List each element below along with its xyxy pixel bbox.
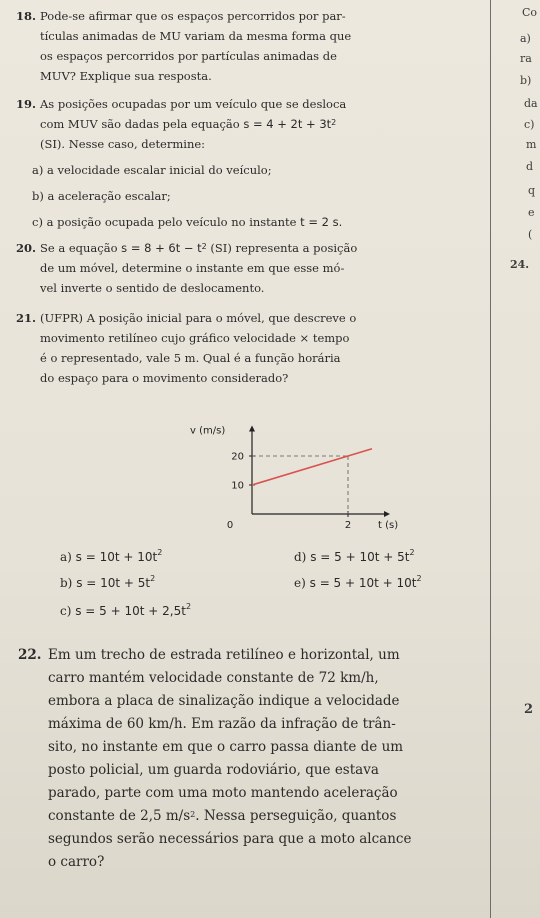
y-axis-label: v (m/s) — [190, 425, 226, 437]
unit-exponent: 2 — [190, 810, 196, 819]
option-exponent: 2 — [185, 602, 192, 611]
option-equation: s = 5 + 10t + 5t — [310, 550, 410, 564]
text-line — [48, 805, 396, 828]
velocity-line — [252, 449, 372, 485]
text-line: MUV? Explique sua resposta. — [40, 69, 212, 83]
option-a — [60, 550, 162, 564]
fragment: b) — [520, 74, 532, 87]
text-line: carro mantém velocidade constante de 72 km/h, — [48, 670, 379, 686]
fragment: d — [526, 160, 534, 173]
text-fragment: constante de 2,5 m/s — [48, 808, 191, 824]
option-equation: s = 10t + 10t — [75, 550, 158, 564]
question-number: 18. — [16, 9, 37, 23]
text-line: o carro? — [48, 854, 105, 870]
text-line: (SI). Nesse caso, determine: — [40, 137, 206, 151]
option-exponent: 2 — [416, 574, 422, 583]
question-number: 19. — [16, 97, 37, 111]
text-line: é o representado, vale 5 m. Qual é a função horária — [40, 351, 341, 365]
text-fragment: (SI) representa a posição — [206, 241, 358, 255]
question-number: 20. — [16, 241, 37, 255]
fragment: ( — [528, 228, 533, 241]
text-line: de um móvel, determine o instante em que esse mó- — [40, 261, 345, 275]
fragment: a) — [520, 32, 531, 45]
option-label: c) — [60, 604, 72, 618]
text-line: vel inverte o sentido de deslocamento. — [40, 281, 265, 295]
question-number: 22. — [18, 647, 42, 663]
text-line: sito, no instante em que o carro passa diante de um — [48, 739, 404, 755]
x-tick-label: 0 — [226, 520, 234, 531]
fragment: Co — [522, 6, 538, 19]
item-c-text: c) a posição ocupada pelo veículo no instante — [32, 215, 301, 229]
text-line: Em um trecho de estrada retilíneo e horizontal, um — [48, 647, 400, 663]
x-axis-arrow — [384, 511, 390, 517]
adjacent-column-fragments — [496, 0, 540, 918]
option-d — [294, 550, 415, 564]
equation-base: s = 8 + 6t − t — [121, 241, 202, 255]
x-axis-label: t (s) — [378, 520, 399, 531]
text-line: parado, parte com uma moto mantendo aceleração — [48, 785, 398, 801]
text-line: segundos serão necessários para que a moto alcance — [48, 831, 412, 847]
y-axis-arrow — [249, 426, 255, 432]
fragment: e — [528, 206, 535, 219]
option-equation: s = 5 + 10t + 2,5t — [75, 604, 186, 618]
fragment: q — [528, 184, 536, 197]
column-divider — [490, 0, 491, 918]
option-label: b) — [60, 576, 73, 590]
velocity-time-chart — [170, 394, 399, 536]
equation — [243, 117, 336, 131]
y-tick-label: 20 — [231, 451, 244, 463]
x-tick-label: 2 — [344, 520, 352, 531]
text-line: (UFPR) A posição inicial para o móvel, que descreve o — [40, 311, 357, 325]
text-line: embora a placa de sinalização indique a velocidade — [48, 693, 400, 709]
fragment: m — [526, 138, 537, 151]
text-line: os espaços percorridos por partículas animadas de — [40, 49, 337, 63]
fragment: 2 — [524, 702, 534, 717]
item-a: a) a velocidade escalar inicial do veículo; — [32, 163, 272, 177]
option-c — [60, 604, 191, 618]
text-line — [40, 240, 357, 257]
equation-base: s = 4 + 2t + 3t — [243, 117, 332, 131]
text-fragment: Se a equação — [40, 241, 122, 255]
fragment: c) — [524, 118, 535, 131]
fragment: da — [524, 97, 538, 110]
option-exponent: 2 — [157, 548, 163, 557]
equation — [121, 241, 207, 255]
text-line: As posições ocupadas por um veículo que se desloca — [40, 97, 347, 111]
option-exponent: 2 — [409, 548, 415, 557]
chart-layer — [190, 426, 398, 532]
text-line: movimento retilíneo cujo gráfico velocidade × tempo — [40, 331, 350, 345]
option-b — [60, 576, 155, 590]
text-line: máxima de 60 km/h. Em razão da infração de trân- — [48, 716, 396, 732]
text-fragment: com MUV são dadas pela equação — [40, 117, 244, 131]
option-exponent: 2 — [150, 574, 156, 583]
text-line: Pode-se afirmar que os espaços percorridos por par- — [40, 9, 346, 23]
option-equation: s = 10t + 5t — [76, 576, 151, 590]
option-label: a) — [60, 550, 72, 564]
text-line: tículas animadas de MU variam da mesma forma que — [40, 29, 352, 43]
text-fragment: . Nessa perseguição, quantos — [195, 808, 397, 824]
text-line — [40, 116, 336, 133]
option-label: e) — [294, 576, 306, 590]
option-e — [294, 576, 422, 590]
text-line: posto policial, um guarda rodoviário, que estava — [48, 762, 379, 778]
question-number: 21. — [16, 311, 37, 325]
text-line: do espaço para o movimento considerado? — [40, 371, 289, 385]
fragment: 24. — [510, 258, 530, 271]
item-b: b) a aceleração escalar; — [32, 189, 171, 203]
equation-exponent: 2 — [201, 242, 207, 251]
option-equation: s = 5 + 10t + 10t — [309, 576, 417, 590]
equation: t = 2 s. — [300, 215, 343, 229]
equation-exponent: 2 — [331, 118, 337, 127]
y-tick-label: 10 — [231, 480, 244, 492]
option-label: d) — [294, 550, 307, 564]
item-c — [32, 214, 342, 231]
fragment: ra — [520, 52, 532, 65]
